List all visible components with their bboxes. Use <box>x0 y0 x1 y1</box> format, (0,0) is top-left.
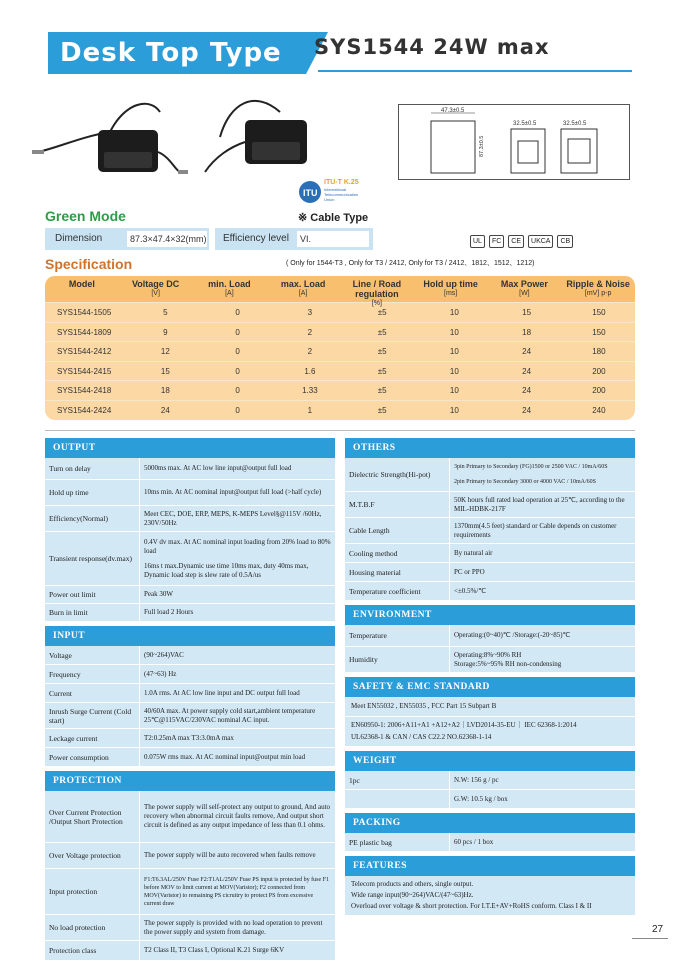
spec-row <box>45 322 635 342</box>
spec-cell: 3 <box>307 308 313 317</box>
efficiency-box <box>215 228 373 250</box>
spec-cell: 10 <box>449 327 459 337</box>
itu-code: ITU-T K.25 <box>324 179 359 186</box>
spec-cell: 24 <box>160 405 170 415</box>
features-row: Telecom products and others, single output. Wide range input(90~264)VAC/(47~63)Hz. Overload over voltage & short protection. For I.T.E+AV+RoHS conform. Class I & II <box>345 876 635 916</box>
spec-cell: 0 <box>235 327 240 337</box>
certification-marks <box>470 232 635 250</box>
safety-heading: SAFETY & EMC STANDARD <box>345 677 635 697</box>
spec-cell: SYS1544-1505 <box>57 308 112 317</box>
spec-cell: 150 <box>592 327 606 337</box>
spec-row <box>45 400 635 420</box>
spec-cell: 150 <box>592 308 606 317</box>
spec-cell: ±5 <box>377 327 387 337</box>
spec-cell: 18 <box>160 386 170 396</box>
spec-cell: 180 <box>592 347 606 357</box>
spec-col-model: Model <box>68 279 95 289</box>
left-column <box>45 438 335 961</box>
spec-cell: 1.6 <box>304 366 316 376</box>
weight-nw-row: 1pc N.W: 156 g / pc <box>345 771 635 790</box>
efficiency-value: VI. <box>297 231 369 247</box>
page-number-rule <box>632 938 668 939</box>
spec-cell: 15 <box>522 308 532 317</box>
spec-cell: 0 <box>235 405 240 415</box>
spec-cell: 24 <box>522 366 532 376</box>
spec-cell: SYS1544-2418 <box>57 386 112 396</box>
safety-line2-row: EN60950-1: 2006+A11+A1 +A12+A2｜LVD2014-35-EU｜ IEC 62368-1:2014 UL62368-1 & CAN / CAS C22.2 NO.62368-1-14 <box>345 717 635 747</box>
output-burn-in-row: Burn in limit Full load 2 Hours <box>45 604 335 622</box>
input-current-row: Current 1.0A rms. At AC low line input and DC output full load <box>45 684 335 703</box>
model-title: SYS1544 24W max <box>314 35 550 59</box>
note-a: Only for 1544-T3 , <box>290 260 347 267</box>
output-turn-on-row: Turn on delay 5000ms max. At AC low line input@output full load <box>45 458 335 480</box>
others-cable-row: Cable Length 1370mm(4.5 feet) standard or Cable depends on customer requirements <box>345 518 635 544</box>
cert-ul: UL <box>470 235 485 248</box>
spec-col-min-load: min. Load [A] <box>208 279 251 297</box>
dim-front2-label: 32.5±0.5 <box>563 121 587 127</box>
cert-cb: CB <box>557 235 573 248</box>
protection-ocp-row: Over Current Protection /Output Short Protection The power supply will self-protect any output to ground, And auto recovery when abnormal circuit faults remove, And output short circuit is defined as any output impedance of less than 0.1 ohms. <box>45 791 335 843</box>
others-tempco-row: Temperature coefficient <±0.5%/℃ <box>345 582 635 601</box>
dimension-value: 87.3×47.4×32(mm) <box>127 231 207 247</box>
efficiency-label: Efficiency level <box>223 233 289 244</box>
dimension-drawing <box>398 104 630 180</box>
environment-heading: ENVIRONMENT <box>345 605 635 625</box>
right-column <box>345 438 635 916</box>
others-mtbf-row: M.T.B.F 50K hours full rated load operation at 25℃, according to the MIL-HDBK-217F <box>345 492 635 518</box>
others-cooling-row: Cooling method By natural air <box>345 544 635 563</box>
input-inrush-row: Inrush Surge Current (Cold start) 40/60A max. At power supply cold start,ambient temperature 25℃@115VAC/230VAC nominal AC input. <box>45 703 335 729</box>
spec-cell: ±5 <box>377 386 387 396</box>
protection-heading: PROTECTION <box>45 771 335 791</box>
spec-header-row <box>45 276 635 307</box>
spec-cell: 9 <box>163 327 168 337</box>
itu-org-l2: Telecommunication <box>324 192 359 197</box>
others-heading: OTHERS <box>345 438 635 458</box>
env-humidity-row: Humidity Operating:8%~90% RH Storage:5%~95% RH non-condensing <box>345 647 635 673</box>
cable-type-heading <box>298 211 368 224</box>
input-frequency-row: Frequency (47~63) Hz <box>45 665 335 684</box>
safety-line1-row: Meet EN55032 , EN55035 , FCC Part 15 Subpart B <box>345 697 635 717</box>
output-efficiency-row: Efficiency(Normal) Meet CEC, DOE, ERP, MEPS, K-MEPS Level§@115V /60Hz, 230V/50Hz <box>45 506 335 532</box>
others-housing-row: Housing material PC or PPO <box>345 563 635 582</box>
green-mode-heading: Green Mode <box>45 208 126 224</box>
spec-cell: ±5 <box>377 308 387 317</box>
protection-ovp-row: Over Voltage protection The power supply will be auto recovered when faults remove <box>45 843 335 869</box>
product-photo <box>30 92 310 182</box>
spec-cell: 10 <box>449 405 459 415</box>
spec-cell: SYS1544-2412 <box>57 347 112 357</box>
spec-cell: 24 <box>522 347 532 357</box>
spec-cell: ±5 <box>377 347 387 357</box>
spec-row <box>45 380 635 400</box>
spec-cell: 1 <box>307 405 313 415</box>
cert-ukca: UKCA <box>528 235 553 248</box>
cert-ce: CE <box>508 235 524 248</box>
spec-cell: 0 <box>235 366 240 376</box>
note-c: Only for T3 / 2412、1812、1512、1212) <box>408 260 535 267</box>
protection-class-row: Protection class T2 Class II, T3 Class I, Optional K.21 Surge 6KV <box>45 941 335 961</box>
specification-heading: Specification <box>45 256 133 272</box>
spec-cell: 2 <box>307 327 313 337</box>
itu-org-l1: International <box>324 187 347 192</box>
input-consumption-row: Power consumption 0.075W rms max. At AC nominal input@output min load <box>45 748 335 767</box>
features-heading: FEATURES <box>345 856 635 876</box>
weight-gw-row: G.W: 10.5 kg / box <box>345 790 635 809</box>
asterisk-icon: ※ <box>298 212 311 224</box>
spec-cell: 5 <box>163 308 168 317</box>
spec-cell: 200 <box>592 366 606 376</box>
page-header <box>48 32 632 74</box>
env-temperature-row: Temperature Operating:(0~40)℃ /Storage:(-20~85)℃ <box>345 625 635 647</box>
specification-note: ( Only for 1544-T3 , Only for T3 / 2412, Only for T3 / 2412、1812、1512、1212) <box>286 260 535 267</box>
spec-cell: 24 <box>522 405 532 415</box>
output-heading: OUTPUT <box>45 438 335 458</box>
input-voltage-row: Voltage (90~264)VAC <box>45 646 335 665</box>
spec-cell: SYS1544-2415 <box>57 366 112 376</box>
spec-cell: 15 <box>160 366 170 376</box>
spec-row <box>45 302 635 322</box>
page-number: 27 <box>652 924 664 935</box>
spec-row <box>45 341 635 361</box>
spec-col-max-power: Max Power [W] <box>500 279 548 297</box>
spec-cell: ±5 <box>377 366 387 376</box>
spec-cell: 240 <box>592 405 606 415</box>
spec-cell: 0 <box>235 347 240 357</box>
note-b: Only for T3 / 2412, <box>348 260 407 267</box>
specification-table <box>45 276 635 420</box>
spec-cell: 18 <box>522 327 532 337</box>
svg-text:ITU: ITU <box>303 188 318 198</box>
spec-cell: 0 <box>235 308 240 317</box>
output-hold-up-row: Hold up time 10ms min. At AC nominal input@output full load (>half cycle) <box>45 480 335 506</box>
dimension-box <box>45 228 209 250</box>
cert-fc: FC <box>489 235 504 248</box>
header-rule <box>318 70 632 72</box>
section-divider <box>45 430 635 431</box>
spec-cell: ±5 <box>377 405 387 415</box>
itu-org-l3: Union <box>324 197 335 202</box>
spec-cell: 10 <box>449 308 459 317</box>
weight-heading: WEIGHT <box>345 751 635 771</box>
spec-cell: 1.33 <box>302 386 318 396</box>
dim-length-label: 47.3±0.5 <box>441 108 465 114</box>
dim-front-label: 32.5±0.5 <box>513 121 537 127</box>
protection-no-load-row: No load protection The power supply is provided with no load operation to prevent the power supply and system from damage. <box>45 915 335 941</box>
others-dielectric-row: Dielectric Strength(Hi-pot) 3pin Primary to Secondary (FG)1500 or 2500 VAC / 10mA/60S 2pin Primary to Secondary 3000 or 4000 VAC / 10mA/60S <box>345 458 635 492</box>
cable-type-label: Cable Type <box>310 212 369 224</box>
packing-row: PE plastic bag 60 pcs / 1 box <box>345 833 635 852</box>
spec-cell: 0 <box>235 386 240 396</box>
spec-rows <box>45 302 635 420</box>
spec-cell: 10 <box>449 366 459 376</box>
output-power-limit-row: Power out limit Peak 30W <box>45 586 335 604</box>
protection-input-row: Input protection F1:T6.3AL/250V Fuse F2:T1AL/250V Fuse PS input is protected by fuse F1 before MOV to limit current at MOV(Varistor); F2 connected from MOV(Varistor) to remaining PS cicruitry to protect PS from excessive current draw <box>45 869 335 915</box>
output-transient-row: Transient response(dv.max) 0.4V dv max. At AC nominal input loading from 20% load to 80% load 16ms t max.Dynamic use time 10ms max, duty 40ms max, Dynamic load step is slew rate of 0.5A/us <box>45 532 335 586</box>
spec-cell: 10 <box>449 386 459 396</box>
dim-height-label: 87.3±0.5 <box>479 135 485 157</box>
spec-cell: 12 <box>160 347 170 357</box>
spec-row <box>45 361 635 381</box>
spec-cell: 2 <box>307 347 313 357</box>
input-leakage-row: Leckage current T2:0.25mA max T3:3.0mA max <box>45 729 335 748</box>
itu-logo <box>298 176 378 206</box>
spec-col-ripple: Ripple & Noise [mV] p-p <box>566 279 630 297</box>
input-heading: INPUT <box>45 626 335 646</box>
spec-cell: SYS1544-2424 <box>57 405 112 415</box>
spec-col-voltage: Voltage DC [V] <box>131 279 180 297</box>
type-title: Desk Top Type <box>48 32 306 74</box>
spec-cell: 10 <box>449 347 459 357</box>
spec-col-hold-up: Hold up time [ms] <box>423 279 478 297</box>
spec-cell: 24 <box>522 386 532 396</box>
drawing-svg <box>399 105 631 181</box>
dimension-label: Dimension <box>55 233 103 244</box>
spec-cell: SYS1544-1809 <box>57 327 112 337</box>
spec-col-max-load: max. Load [A] <box>280 279 326 297</box>
packing-heading: PACKING <box>345 813 635 833</box>
spec-cell: 200 <box>592 386 606 396</box>
spec-col-regulation: Line / Road regulation [%] <box>352 279 402 307</box>
